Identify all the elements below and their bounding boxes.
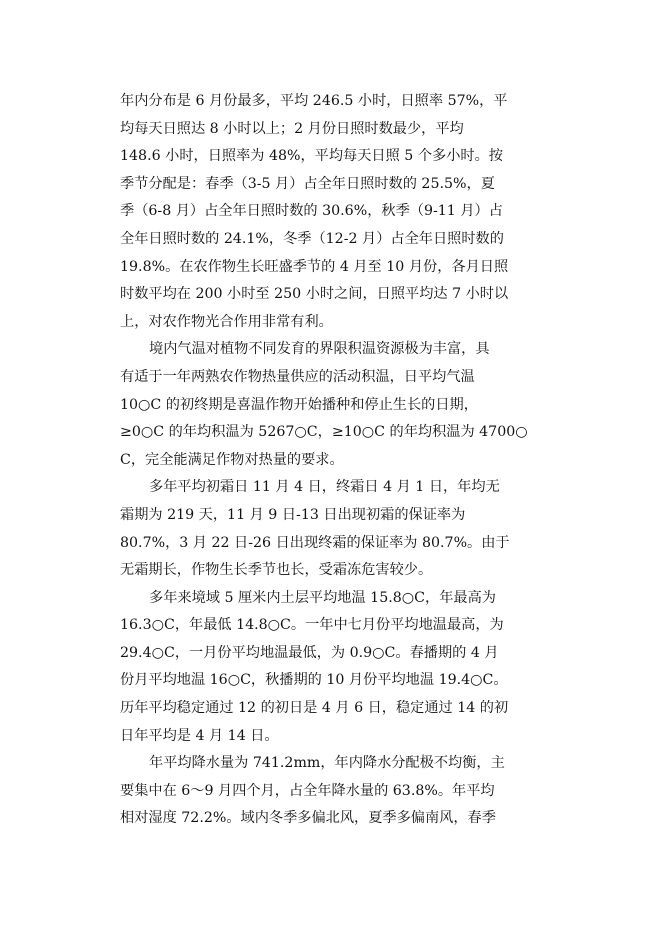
text-line: 全年日照时数的 24.1%，冬季（12-2 月）占全年日照时数的 <box>120 230 504 247</box>
text-line: 年平均降水量为 741.2mm，年内降水分配极不均衡，主 <box>149 755 505 772</box>
text-line: 均每天日照达 8 小时以上；2 月份日照时数最少，平均 <box>120 120 464 137</box>
text-line: 多年来境域 5 厘米内土层平均地温 15.8○C，年最高为 <box>149 589 496 606</box>
text-line: 历年平均稳定通过 12 的初日是 4 月 6 日，稳定通过 14 的初 <box>120 700 509 717</box>
text-line: 多年平均初霜日 11 月 4 日，终霜日 4 月 1 日，年均无 <box>149 479 500 496</box>
text-line: 年内分布是 6 月份最多，平均 246.5 小时，日照率 57%，平 <box>120 93 508 109</box>
text-line: 16.3○C，年最低 14.8○C。一年中七月份平均地温最高，为 <box>120 617 504 634</box>
text-line: 10○C 的初终期是喜温作物开始播种和停止生长的日期， <box>120 396 478 413</box>
text-line: 季（6-8 月）占全年日照时数的 30.6%，秋季（9-11 月）占 <box>120 203 503 220</box>
text-line: C，完全能满足作物对热量的要求。 <box>120 451 344 468</box>
text-line: 29.4○C，一月份平均地温最低，为 0.9○C。春播期的 4 月 <box>120 644 499 661</box>
text-line: 80.7%，3 月 22 日-26 日出现终霜的保证率为 80.7%。由于 <box>120 534 510 551</box>
text-line: ≥0○C 的年均积温为 5267○C，≥10○C 的年均积温为 4700○ <box>120 424 528 441</box>
text-line: 份月平均地温 16○C，秋播期的 10 月份平均地温 19.4○C。 <box>120 672 508 689</box>
text-line: 无霜期长，作物生长季节也长，受霜冻危害较少。 <box>120 562 433 579</box>
text-line: 有适于一年两熟农作物热量供应的活动积温，日平均气温 <box>120 368 475 385</box>
text-line: 日年平均是 4 月 14 日。 <box>120 727 279 744</box>
body-text <box>120 88 580 833</box>
text-line: 相对湿度 72.2%。域内冬季多偏北风，夏季多偏南风，春季 <box>120 810 496 827</box>
text-line: 时数平均在 200 小时至 250 小时之间，日照平均达 7 小时以 <box>120 286 509 303</box>
text-line: 境内气温对植物不同发育的界限积温资源极为丰富，具 <box>149 341 490 358</box>
text-line: 19.8%。在农作物生长旺盛季节的 4 月至 10 月份，各月日照 <box>120 258 509 275</box>
text-line: 季节分配是：春季（3-5 月）占全年日照时数的 25.5%，夏 <box>120 175 495 192</box>
text-line: 要集中在 6～9 月四个月，占全年降水量的 63.8%。年平均 <box>120 782 495 799</box>
text-line: 148.6 小时，日照率为 48%，平均每天日照 5 个多小时。按 <box>120 148 503 165</box>
text-line: 上，对农作物光合作用非常有利。 <box>120 313 333 330</box>
text-line: 霜期为 219 天，11 月 9 日-13 日出现初霜的保证率为 <box>120 506 466 523</box>
